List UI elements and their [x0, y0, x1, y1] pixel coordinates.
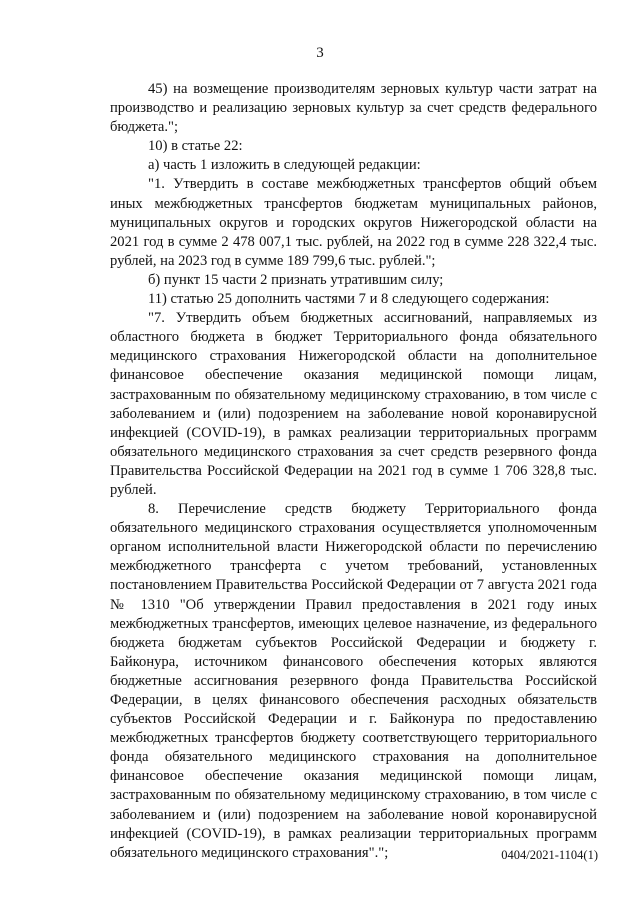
- document-code: 0404/2021-1104(1): [501, 848, 598, 862]
- paragraph-part-1-edit: а) часть 1 изложить в следующей редакции:: [148, 157, 421, 174]
- page-number: 3: [316, 45, 324, 61]
- paragraph-article-22: 10) в статье 22:: [148, 138, 243, 155]
- paragraph-item-45: 45) на возмещение производителям зерновых культур части затрат на производство и реализацию зерновых культур за счет средств федерального бюджета.";: [110, 81, 597, 136]
- paragraph-part-1-text: "1. Утвердить в составе межбюджетных трансфертов общий объем иных межбюджетных трансфертов бюджетам муниципальных районов, муниципальных округов и городских округов Нижегородской области на 2021 год в сумме 2 478 007,1 тыс. рублей, на 2022 год в сумме 228 322,4 тыс. рублей, на 2023 год в сумме 189 799,6 тыс. рублей.";: [110, 176, 597, 269]
- paragraph-item-15-void: б) пункт 15 части 2 признать утратившим силу;: [148, 271, 444, 288]
- paragraph-article-25: 11) статью 25 дополнить частями 7 и 8 следующего содержания:: [148, 291, 550, 308]
- paragraph-part-7: "7. Утвердить объем бюджетных ассигнований, направляемых из областного бюджета в бюджет Территориального фонда обязательного медицинского страхования Нижегородской области на дополнительное финансовое обеспечение оказания медицинской помощи лицам, застрахованным по обязательному медицинскому страхованию, в том числе с заболеванием и (или) подозрением на заболевание новой коронавирусной инфекцией (COVID-19), в рамках реализации территориальных программ обязательного медицинского страхования за счет средств резервного фонда Правительства Российской Федерации на 2021 год в сумме 1 706 328,8 тыс. рублей.: [110, 310, 597, 498]
- paragraph-part-8: 8. Перечисление средств бюджету Территориального фонда обязательного медицинского страхования осуществляется уполномоченным органом исполнительной власти Нижегородской области по перечислению межбюджетного трансферта с учетом требований, установленных постановлением Правительства Российской Федерации от 7 августа 2021 года № 1310 "Об утверждении Правил предоставления в 2021 году иных межбюджетных трансфертов, имеющих целевое назначение, из федерального бюджета бюджетам субъектов Российской Федерации и бюджету г. Байконура, источником финансового обеспечения которых являются бюджетные ассигнования резервного фонда Правительства Российской Федерации, в целях финансового обеспечения расходных обязательств субъектов Российской Федерации и г. Байконура по предоставлению межбюджетных трансфертов бюджету соответствующего территориального фонда обязательного медицинского страхования на дополнительное финансовое обеспечение оказания медицинской помощи лицам, застрахованным по обязательному медицинскому страхованию, в том числе с заболеванием и (или) подозрением на заболевание новой коронавирусной инфекцией (COVID-19), в рамках реализации территориальных программ обязательного медицинского страхования".";: [110, 501, 597, 861]
- document-body: [110, 80, 597, 863]
